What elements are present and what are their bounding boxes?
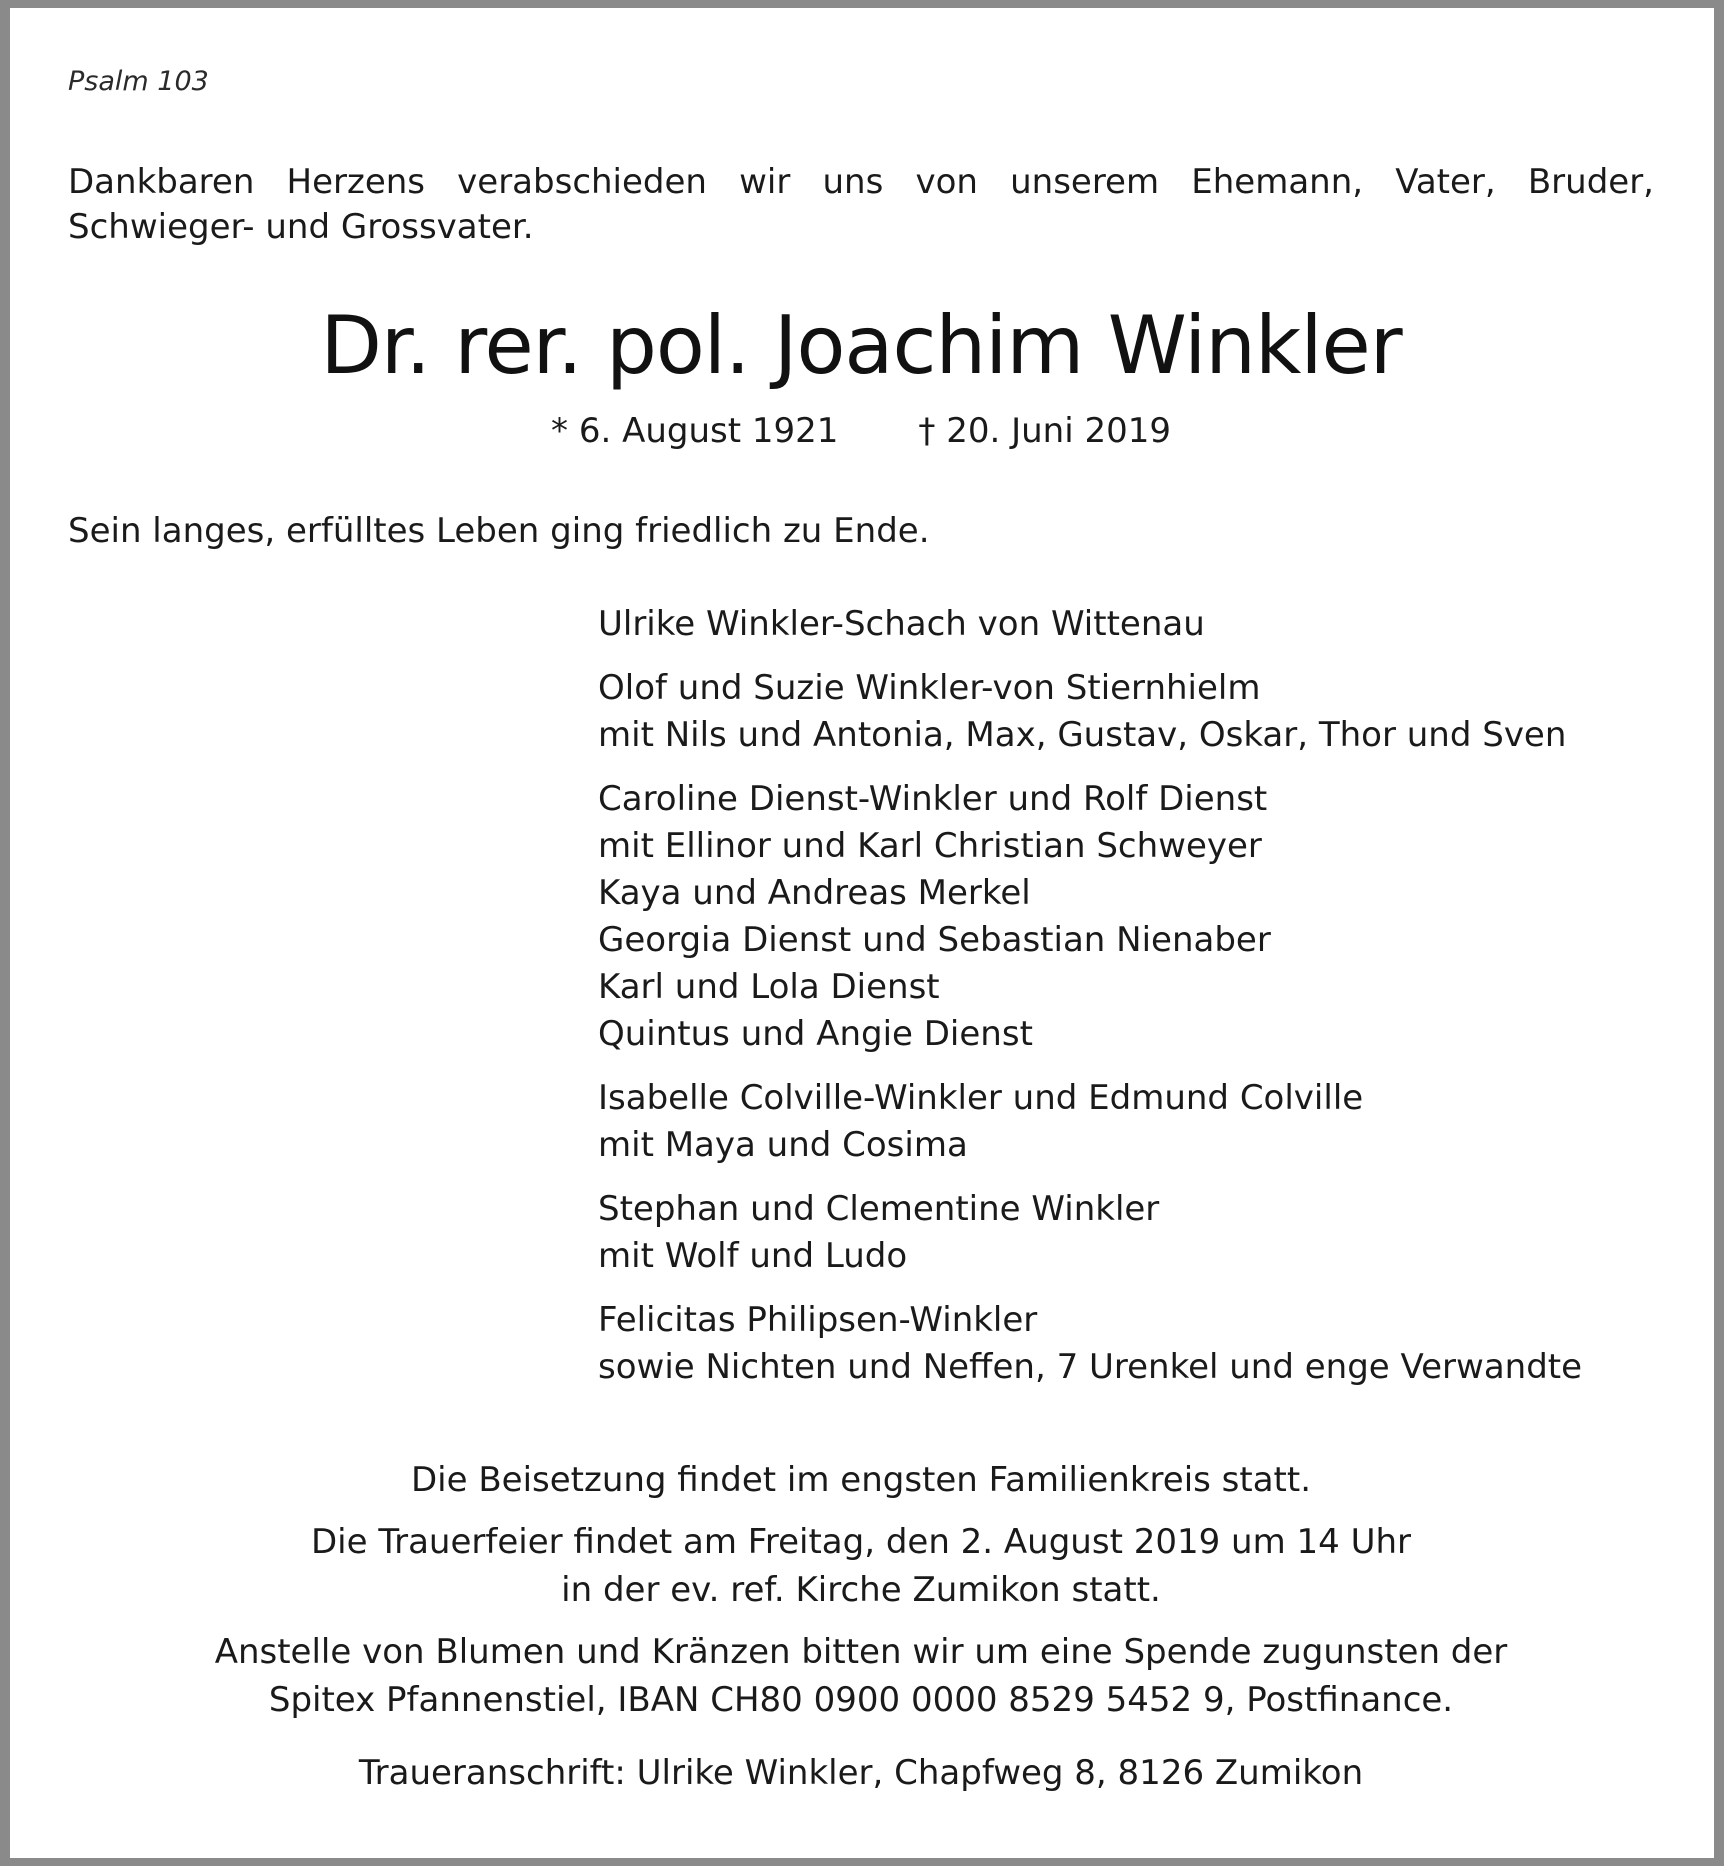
life-statement: Sein langes, erfülltes Leben ging friedlich zu Ende. (68, 511, 930, 551)
birth-date: * 6. August 1921 (551, 411, 839, 451)
family-group (598, 1297, 1582, 1391)
family-member-line: Kaya und Andreas Merkel (598, 873, 1031, 913)
family-member-line: Georgia Dienst und Sebastian Nienaber (598, 920, 1271, 960)
family-member-line: sowie Nichten und Neffen, 7 Urenkel und enge Verwandte (598, 1347, 1583, 1387)
family-group (598, 1186, 1582, 1280)
family-group (598, 665, 1582, 759)
burial-info (68, 1456, 1654, 1504)
mourning-address: Traueranschrift: Ulrike Winkler, Chapfweg 8, 8126 Zumikon (358, 1753, 1364, 1793)
burial-line: Die Beisetzung findet im engsten Familienkreis statt. (410, 1460, 1312, 1500)
ceremony-line-1: Die Trauerfeier findet am Freitag, den 2. August 2019 um 14 Uhr (310, 1522, 1412, 1562)
family-member-line: mit Maya und Cosima (598, 1125, 968, 1165)
intro-line-1: Dankbaren Herzens verabschieden wir uns von unserem Ehemann, Vater, Bruder, (68, 162, 1654, 202)
family-group (598, 776, 1582, 1058)
family-member-line: mit Wolf und Ludo (598, 1236, 908, 1276)
family-member-line: Isabelle Colville-Winkler und Edmund Colville (598, 1078, 1364, 1118)
family-member-line: Quintus und Angie Dienst (598, 1014, 1033, 1054)
donation-line-2: Spitex Pfannenstiel, IBAN CH80 0900 0000 8529 5452 9, Postfinance. (268, 1680, 1454, 1720)
family-member-line: Caroline Dienst-Winkler und Rolf Dienst (598, 779, 1268, 819)
mourners-list (598, 601, 1582, 1408)
donation-info (68, 1628, 1654, 1724)
notice-content (68, 8, 1654, 1858)
obituary-notice (10, 8, 1714, 1858)
donation-line-1: Anstelle von Blumen und Kränzen bitten wir um eine Spende zugunsten der (214, 1632, 1508, 1672)
life-dates (68, 408, 1654, 454)
deceased-name: Dr. rer. pol. Joachim Winkler (320, 299, 1402, 392)
ceremony-info (68, 1518, 1654, 1614)
ceremony-line-2: in der ev. ref. Kirche Zumikon statt. (561, 1570, 1161, 1610)
death-date: † 20. Juni 2019 (918, 411, 1171, 451)
intro-line-2: Schwieger- und Grossvater. (68, 207, 534, 247)
family-member-line: Olof und Suzie Winkler-von Stiernhielm (598, 668, 1261, 708)
family-member-line: Stephan und Clementine Winkler (598, 1189, 1160, 1229)
family-member-line: Ulrike Winkler-Schach von Wittenau (598, 604, 1205, 644)
closing-information (68, 1456, 1654, 1738)
intro-text (68, 160, 1654, 250)
psalm-reference: Psalm 103 (68, 66, 209, 97)
family-member-line: mit Nils und Antonia, Max, Gustav, Oskar, Thor und Sven (598, 715, 1567, 755)
family-member-line: Felicitas Philipsen-Winkler (598, 1300, 1038, 1340)
family-member-line: Karl und Lola Dienst (598, 967, 940, 1007)
family-member-line: mit Ellinor und Karl Christian Schweyer (598, 826, 1262, 866)
family-group (598, 601, 1582, 648)
family-group (598, 1075, 1582, 1169)
